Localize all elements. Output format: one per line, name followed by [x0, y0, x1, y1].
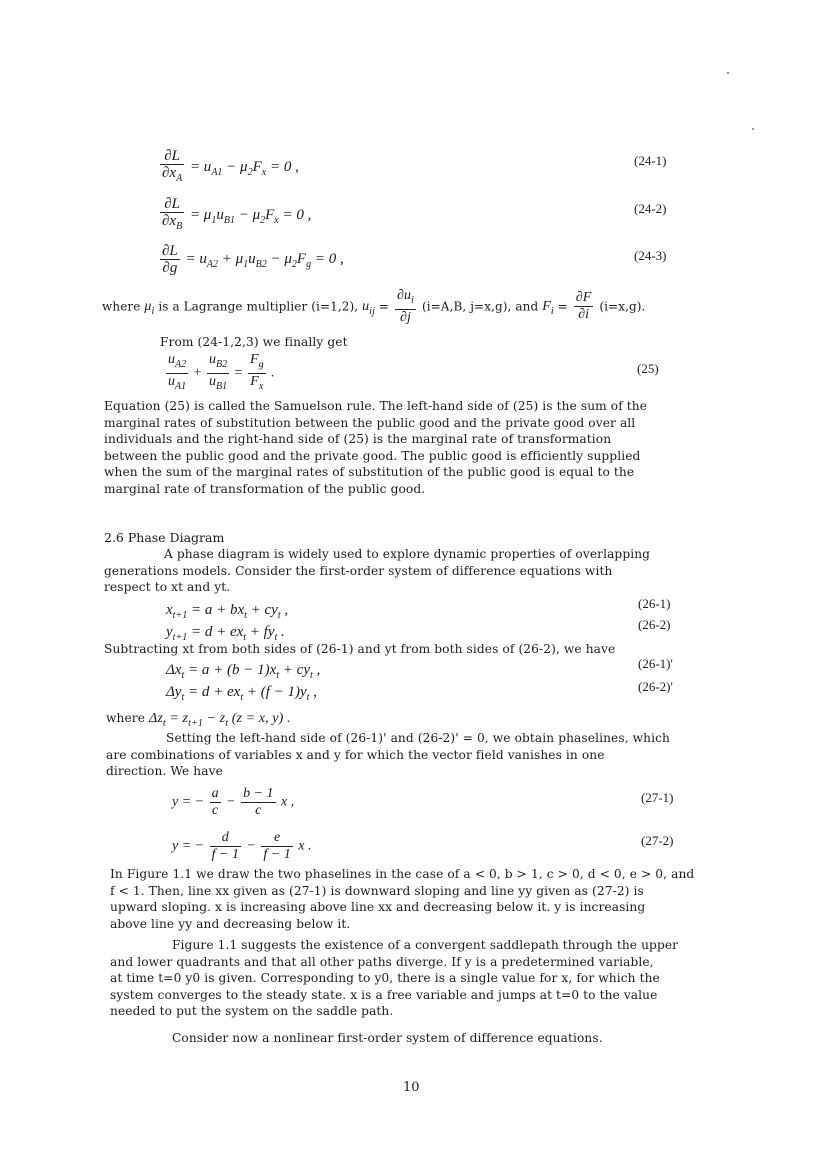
equation-27-2: y = − $\frac{d}{f - 1}$ − $\frac{e}{f - 1}$ x .: [172, 830, 312, 862]
equation-24-2: $\frac{\partial L}{\partial x_B}$ = $\mu_1u_{B1} - \mu_2F_x = 0$ ,: [162, 196, 312, 232]
equation-label: (24-2): [634, 201, 667, 216]
subtracting-line: Subtracting xt from both sides of (26-1) and yt from both sides of (26-2), we have: [104, 642, 616, 656]
equation-24-1: $\frac{\partial L}{\partial x_A}$ = $u_{A1} - \mu_2F_x = 0$ ,: [162, 148, 299, 184]
equation-label: (26-1): [638, 596, 671, 611]
equation-25: $\frac{u_{A2}}{u_{A1}}$ + $\frac{u_{B2}}{u_{B1}}$ = $\frac{F_g}{F_x}$ .: [168, 352, 275, 392]
equation-label: (26-1)': [638, 656, 673, 671]
equation-26-2-prime: $\Delta y_t = d + ex_t + (f - 1)y_t$ ,: [166, 684, 317, 703]
equation-26-2: $y_{t+1} = d + ex_t + fy_t$ .: [166, 624, 285, 643]
scan-speck: [752, 128, 754, 130]
equation-label: (27-1): [641, 790, 674, 805]
from-line: From (24-1,2,3) we finally get: [160, 335, 348, 349]
equation-26-1-prime: $\Delta x_t = a + (b - 1)x_t + cy_t$ ,: [166, 662, 321, 681]
paragraph-setting: Setting the left-hand side of (26-1)' and (26-2)' = 0, we obtain phaselines, which are combinations of variables x and y for which the vector field vanishes in one direction. We have: [106, 731, 671, 778]
equation-label: (26-2): [638, 617, 671, 632]
section-heading: 2.6 Phase Diagram: [104, 530, 225, 545]
equation-26-1: $x_{t+1} = a + bx_t + cy_t$ ,: [166, 602, 289, 621]
where-definition-line: where $\mu_i$ is a Lagrange multiplier (i=1,2), $u_{ij}$ = $\frac{\partial u_i}{\partial j}$ (i=A,B, j=x,g), and $F_i$ = $\frac{\partial F}{\partial i}$ (i=x,g).: [102, 288, 646, 325]
equation-27-1: y = − $\frac{a}{c}$ − $\frac{b - 1}{c}$ x ,: [172, 786, 295, 818]
equation-24-3: $\frac{\partial L}{\partial g}$ = $u_{A2} + \mu_1u_{B2} - \mu_2F_g = 0$ ,: [162, 243, 344, 276]
paragraph-samuelson: Equation (25) is called the Samuelson rule. The left-hand side of (25) is the sum of the marginal rates of substitution between the public good and the private good over all individuals and the right-hand side of (25) is the marginal rate of transformation between the public good and the private good. The public good is efficiently supplied when the sum of the marginal rates of substitution of the public good is equal to the marginal rate of transformation of the public good.: [104, 399, 648, 496]
equation-label: (26-2)': [638, 679, 673, 694]
paragraph-saddlepath: Figure 1.1 suggests the existence of a convergent saddlepath through the upper and lower quadrants and that all other paths diverge. If y is a predetermined variable, at time t=0 y0 is given. Corresponding to y0, there is a single value for x, for which the system converges to the steady state. x is a free variable and jumps at t=0 to the value needed to put the system on the saddle path.: [110, 938, 679, 1018]
where-delta-line: where $\Delta z_t = z_{t+1} - z_t$ (z = x, y) .: [106, 711, 291, 729]
equation-label: (24-3): [634, 248, 667, 263]
equation-label: (25): [637, 361, 659, 376]
paragraph-nonlinear: Consider now a nonlinear first-order system of difference equations.: [172, 1031, 603, 1045]
paragraph-phase: A phase diagram is widely used to explore dynamic properties of overlapping generations models. Consider the first-order system of difference equations with respect to xt and yt.: [104, 547, 651, 594]
page-number: 10: [403, 1080, 420, 1095]
equation-label: (27-2): [641, 833, 674, 848]
scan-speck: [727, 72, 729, 74]
paragraph-figure: In Figure 1.1 we draw the two phaselines in the case of a < 0, b > 1, c > 0, d < 0, e > 0, and f < 1. Then, line xx given as (27-1) is downward sloping and line yy given as (27-2) is upward sloping. x is increasing above line xx and decreasing below it. y is increasing above line yy and decreasing below it.: [110, 867, 695, 931]
equation-label: (24-1): [634, 153, 667, 168]
